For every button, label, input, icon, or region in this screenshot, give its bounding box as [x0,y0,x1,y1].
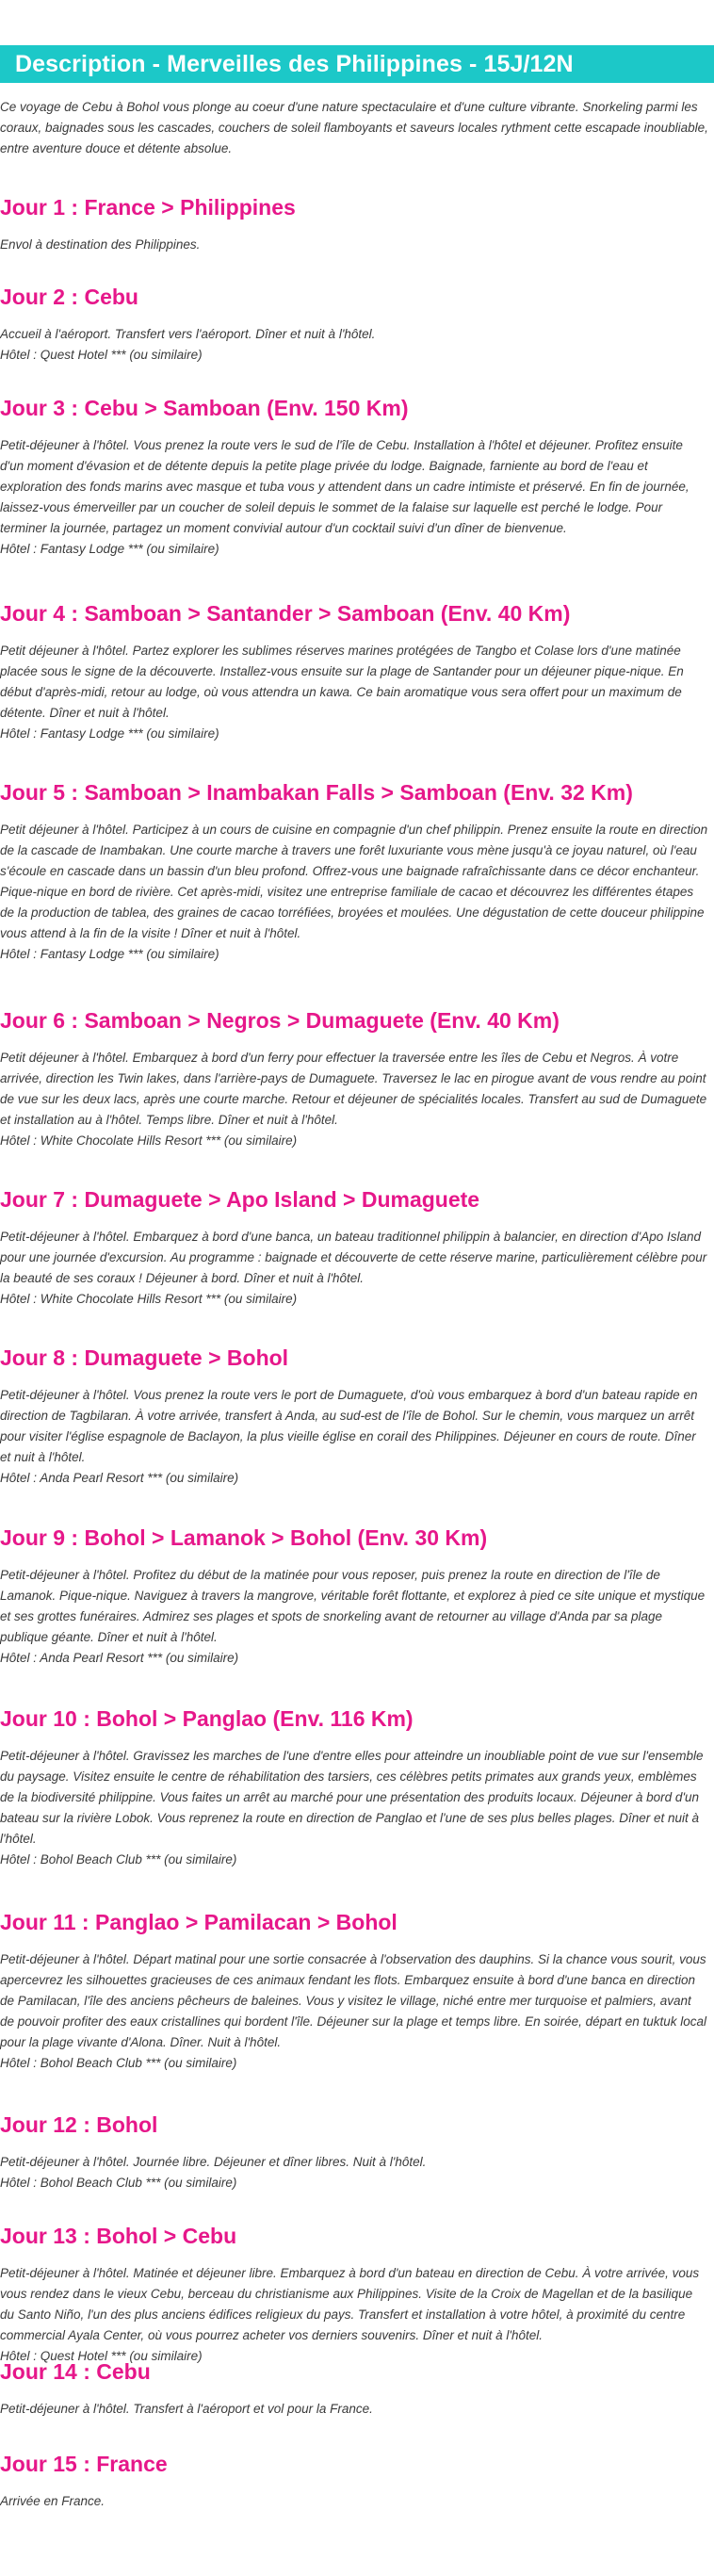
day-description: Petit-déjeuner à l'hôtel. Profitez du début de la matinée pour vous reposer, puis prenez la route en direction de l'île de Lamanok. Pique-nique. Naviguez à travers la mangrove, véritable forêt flottante, et explorez à pied ce site unique et mystique et ses grottes funéraires. Admirez ses plages et spots de snorkeling avant de retourner au village d'Anda par sa plage publique géante. Dîner et nuit à l'hôtel. Hôtel : Anda Pearl Resort *** (ou similaire) [0,1565,708,1669]
day-title: Jour 4 : Samboan > Santander > Samboan (Env. 40 Km) [0,601,571,626]
day-hotel: Hôtel : White Chocolate Hills Resort *** (ou similaire) [0,1292,298,1306]
day-title: Jour 5 : Samboan > Inambakan Falls > Samboan (Env. 32 Km) [0,780,633,805]
day-title: Jour 8 : Dumaguete > Bohol [0,1345,289,1370]
day-hotel: Hôtel : Bohol Beach Club *** (ou similaire) [0,2056,237,2070]
day-section [0,1006,708,1151]
day-description: Arrivée en France. [0,2494,105,2508]
day-description: Petit-déjeuner à l'hôtel. Journée libre. Déjeuner et dîner libres. Nuit à l'hôtel. Hôtel : Bohol Beach Club *** (ou similaire) [0,2152,708,2193]
day-hotel: Hôtel : Bohol Beach Club *** (ou similaire) [0,1852,237,1867]
day-section [0,394,708,560]
day-hotel: Hôtel : Fantasy Lodge *** (ou similaire) [0,542,219,556]
day-section [0,1908,708,2074]
day-description: Envol à destination des Philippines. [0,237,201,252]
day-section [0,193,708,255]
day-section [0,2222,708,2367]
day-title: Jour 15 : France [0,2452,168,2476]
day-title: Jour 13 : Bohol > Cebu [0,2224,237,2248]
day-section [0,778,708,965]
day-section [0,1185,708,1310]
day-title: Jour 7 : Dumaguete > Apo Island > Dumaguete [0,1187,480,1212]
day-description: Petit-déjeuner à l'hôtel. Embarquez à bord d'une banca, un bateau traditionnel philippin à balancier, en direction d'Apo Island pour une journée d'excursion. Au programme : baignade et découverte de cette réserve marine, particulièrement célèbre pour la beauté de ses coraux ! Déjeuner à bord. Dîner et nuit à l'hôtel. Hôtel : White Chocolate Hills Resort *** (ou similaire) [0,1227,708,1310]
day-section [0,1344,708,1489]
day-section [0,2111,708,2193]
day-description: Petit déjeuner à l'hôtel. Participez à un cours de cuisine en compagnie d'un chef philippin. Prenez ensuite la route en direction de la cascade de Inambakan. Une courte marche à travers une forêt luxuriante vous mène jusqu'à ce joyau naturel, où l'eau s'écoule en cascade dans un bassin d'un bleu profond. Offrez-vous une baignade rafraîchissante dans ce décor enchanteur. Pique-nique en bord de rivière. Cet après-midi, visitez une entreprise familiale de cacao et découvrez les différentes étapes de la production de tablea, des graines de cacao torréfiées, broyées et moulées. Une dégustation de cette douceur philippine vous attend à la fin de la visite ! Dîner et nuit à l'hôtel. Hôtel : Fantasy Lodge *** (ou similaire) [0,820,708,965]
page-header [0,45,714,83]
day-hotel: Hôtel : Bohol Beach Club *** (ou similaire) [0,2176,237,2190]
day-title: Jour 14 : Cebu [0,2359,151,2384]
day-hotel: Hôtel : Quest Hotel *** (ou similaire) [0,2349,203,2363]
day-title: Jour 12 : Bohol [0,2112,158,2137]
page-title: Description - Merveilles des Philippines - 15J/12N [15,50,574,77]
day-description: Petit-déjeuner à l'hôtel. Départ matinal pour une sortie consacrée à l'observation des dauphins. Si la chance vous sourit, vous apercevrez les silhouettes gracieuses de ces animaux fendant les flots. Embarquez ensuite à bord d'une banca en direction de Pamilacan, l'île des anciens pêcheurs de baleines. Vous y visitez le village, niché entre mer turquoise et palmiers, avant de pouvoir profiter des eaux cristallines qui bordent l'île. Déjeuner sur la plage et temps libre. En soirée, départ en tuktuk local pour la plage vivante d'Alona. Dîner. Nuit à l'hôtel. Hôtel : Bohol Beach Club *** (ou similaire) [0,1949,708,2074]
day-description: Petit-déjeuner à l'hôtel. Gravissez les marches de l'une d'entre elles pour atteindre un inoubliable point de vue sur l'ensemble du paysage. Visitez ensuite le centre de réhabilitation des tarsiers, ces célèbres petits primates aux grands yeux, emblèmes de la biodiversité philippine. Vous faites un arrêt au marché pour une présentation des produits locaux. Déjeuner à bord d'un bateau sur la rivière Lobok. Vous reprenez la route en direction de Panglao et l'une de ses plus belles plages. Dîner et nuit à l'hôtel. Hôtel : Bohol Beach Club *** (ou similaire) [0,1746,708,1870]
day-hotel: Hôtel : White Chocolate Hills Resort *** (ou similaire) [0,1133,298,1148]
day-section [0,1524,708,1669]
intro-paragraph: Ce voyage de Cebu à Bohol vous plonge au coeur d'une nature spectaculaire et d'une culture vibrante. Snorkeling parmi les coraux, baignades sous les cascades, couchers de soleil flamboyants et saveurs locales rythment cette escapade inoubliable, entre aventure douce et détente absolue. [0,100,708,155]
day-description: Petit-déjeuner à l'hôtel. Vous prenez la route vers le sud de l'île de Cebu. Installation à l'hôtel et déjeuner. Profitez ensuite d'un moment d'évasion et de détente depuis la petite plage privée du lodge. Baignade, farniente au bord de l'eau et exploration des fonds marins avec masque et tuba vous y attendent dans un cadre intimiste et préservé. En fin de journée, laissez-vous émerveiller par un coucher de soleil depuis le sommet de la falaise sur laquelle est perché le lodge. Pour terminer la journée, partagez un moment convivial autour d'un cocktail suivi d'un dîner de bienvenue. Hôtel : Fantasy Lodge *** (ou similaire) [0,435,708,560]
day-description: Petit-déjeuner à l'hôtel. Matinée et déjeuner libre. Embarquez à bord d'un bateau en direction de Cebu. À votre arrivée, vous vous rendez dans le vieux Cebu, berceau du christianisme aux Philippines. Visite de la Croix de Magellan et de la basilique du Santo Niño, l'un des plus anciens édifices religieux du pays. Transfert et installation à votre hôtel, à proximité du centre commercial Ayala Center, où vous pourrez acheter vos derniers souvenirs. Dîner et nuit à l'hôtel. Hôtel : Quest Hotel *** (ou similaire) [0,2263,708,2367]
day-hotel: Hôtel : Fantasy Lodge *** (ou similaire) [0,726,219,741]
day-description: Petit-déjeuner à l'hôtel. Transfert à l'aéroport et vol pour la France. [0,2402,373,2416]
day-title: Jour 3 : Cebu > Samboan (Env. 150 Km) [0,396,409,420]
day-title: Jour 6 : Samboan > Negros > Dumaguete (Env. 40 Km) [0,1008,560,1033]
day-section [0,599,708,744]
day-section [0,1704,708,1870]
day-section [0,283,708,366]
day-hotel: Hôtel : Anda Pearl Resort *** (ou similaire) [0,1651,239,1665]
day-title: Jour 1 : France > Philippines [0,195,296,220]
day-description: Petit-déjeuner à l'hôtel. Vous prenez la route vers le port de Dumaguete, d'où vous embarquez à bord d'un bateau rapide en direction de Tagbilaran. À votre arrivée, transfert à Anda, au sud-est de l'île de Bohol. Sur le chemin, vous marquez un arrêt pour visiter l'église espagnole de Baclayon, la plus vieille église en corail des Philippines. Déjeuner en cours de route. Dîner et nuit à l'hôtel. Hôtel : Anda Pearl Resort *** (ou similaire) [0,1385,708,1489]
day-description: Petit déjeuner à l'hôtel. Embarquez à bord d'un ferry pour effectuer la traversée entre les îles de Cebu et Negros. À votre arrivée, direction les Twin lakes, dans l'arrière-pays de Dumaguete. Traversez le lac en pirogue avant de vous rendre au point de vue sur les deux lacs, après une courte marche. Retour et déjeuner de spécialités locales. Transfert au sud de Dumaguete et installation au à l'hôtel. Temps libre. Dîner et nuit à l'hôtel. Hôtel : White Chocolate Hills Resort *** (ou similaire) [0,1048,708,1151]
day-section [0,2357,708,2420]
day-title: Jour 9 : Bohol > Lamanok > Bohol (Env. 30 Km) [0,1525,488,1550]
day-description: Accueil à l'aéroport. Transfert vers l'aéroport. Dîner et nuit à l'hôtel. Hôtel : Quest Hotel *** (ou similaire) [0,324,708,366]
day-title: Jour 11 : Panglao > Pamilacan > Bohol [0,1910,398,1934]
day-description: Petit déjeuner à l'hôtel. Partez explorer les sublimes réserves marines protégées de Tangbo et Colase lors d'une matinée placée sous le signe de la découverte. Installez-vous ensuite sur la plage de Santander pour un déjeuner pique-nique. En début d'après-midi, retour au lodge, où vous attendra un kawa. Ce bain aromatique vous sera offert pour un maximum de détente. Dîner et nuit à l'hôtel. Hôtel : Fantasy Lodge *** (ou similaire) [0,641,708,744]
day-title: Jour 10 : Bohol > Panglao (Env. 116 Km) [0,1706,414,1731]
day-hotel: Hôtel : Fantasy Lodge *** (ou similaire) [0,947,219,961]
day-hotel: Hôtel : Quest Hotel *** (ou similaire) [0,348,203,362]
day-section [0,2450,708,2512]
day-title: Jour 2 : Cebu [0,285,138,309]
day-hotel: Hôtel : Anda Pearl Resort *** (ou similaire) [0,1471,239,1485]
